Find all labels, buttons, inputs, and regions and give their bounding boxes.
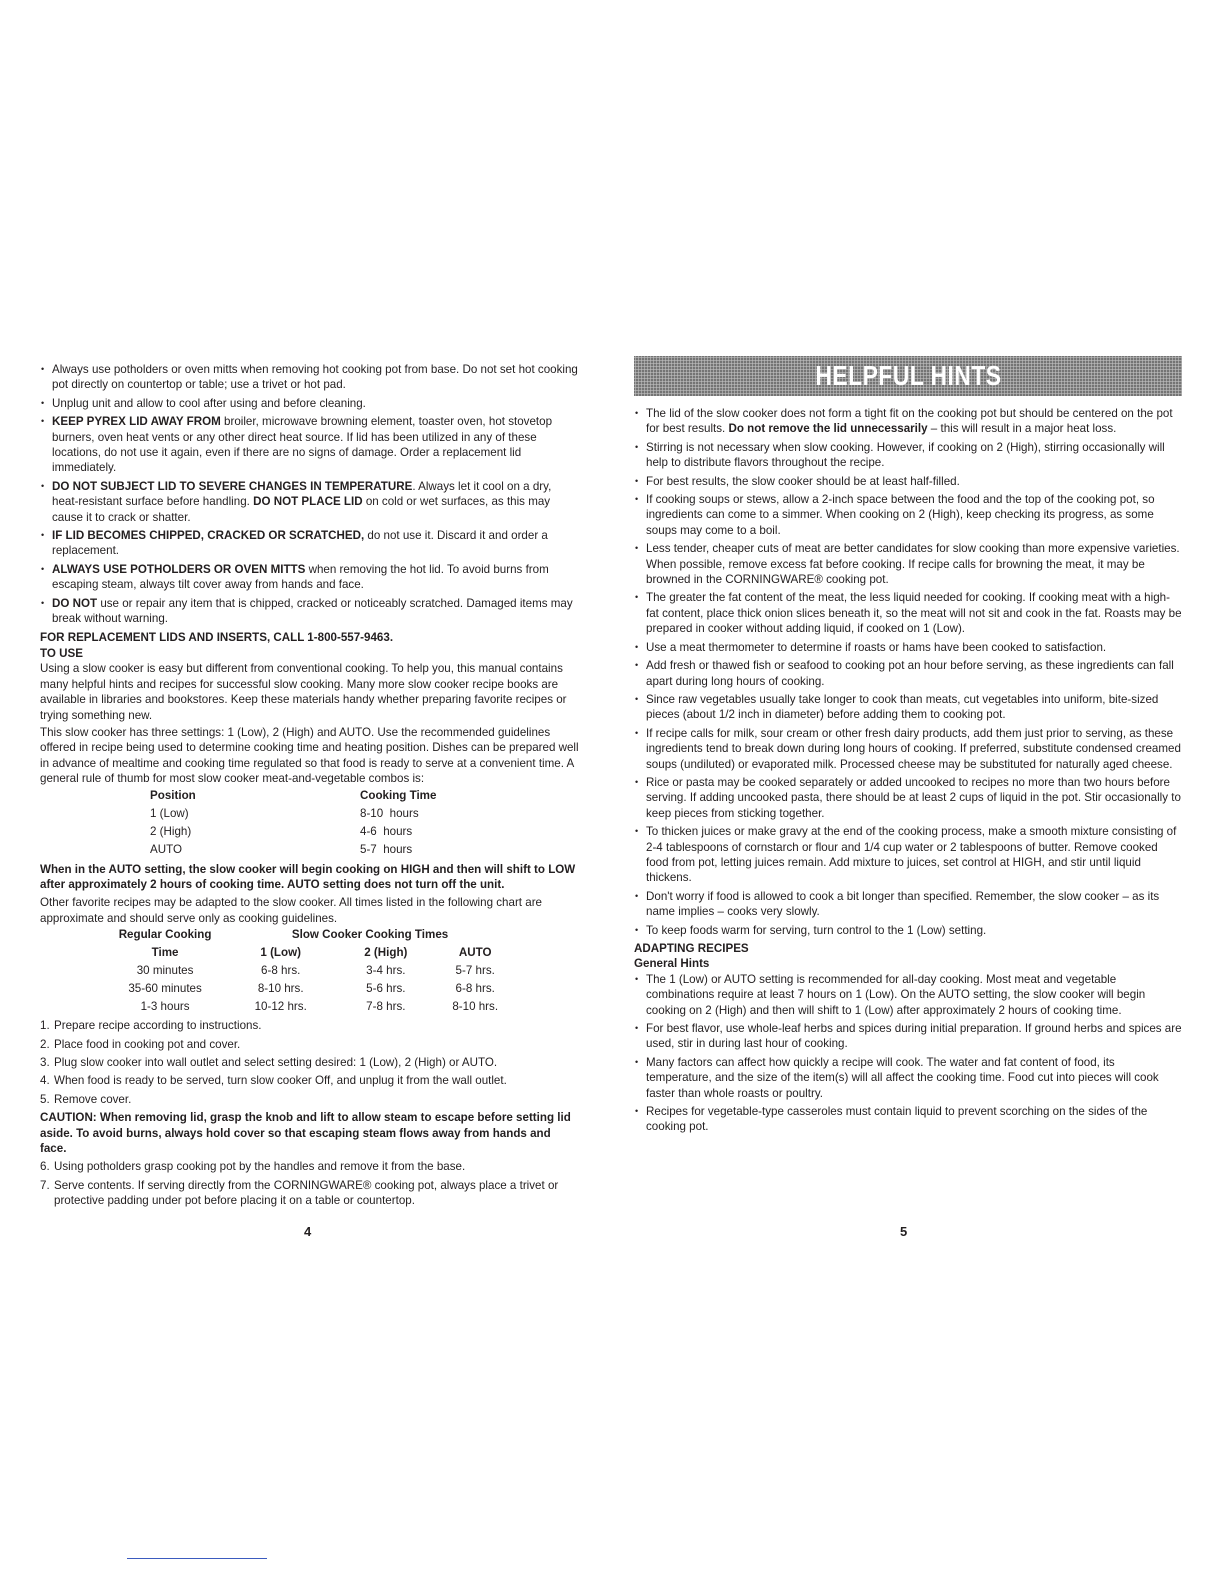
usage-step: 5. Remove cover.	[40, 1092, 132, 1106]
table-cell: 3-4 hrs.	[366, 964, 406, 978]
hint-bullet: • The greater the fat content of the meat, the less liquid needed for cooking. If cooking meat with a high-fat content, place thick onion slices beneath it, so the meat will not sit and cook in the fat. Roasts may be prepared in cooker without adding liquid, if cooked on 1 (Low).	[634, 590, 1182, 636]
table-cell: 8-10 hrs.	[452, 1000, 499, 1014]
table-header: 1 (Low)	[260, 946, 301, 960]
table-header: Cooking Time	[360, 788, 437, 802]
table-cell: 5-7 hrs.	[455, 964, 495, 978]
table-group-header: Slow Cooker Cooking Times	[291, 928, 449, 942]
table-cell: 1 (Low)	[150, 806, 189, 820]
table-cell: 35-60 minutes	[128, 982, 202, 996]
helpful-hints-banner	[634, 356, 1182, 396]
hint-bullet: • Since raw vegetables usually take longer to cook than meats, cut vegetables into uniform, bite-sized pieces (about 1/2 inch in diameter) before adding them to cooking pot.	[634, 692, 1182, 723]
replacement-phone-note: FOR REPLACEMENT LIDS AND INSERTS, CALL 1-800-557-9463.	[40, 630, 394, 644]
general-hints-list	[634, 972, 1182, 1135]
position-time-table	[140, 787, 450, 859]
table-row	[102, 962, 512, 980]
table-cell: 6-8 hrs.	[455, 982, 495, 996]
hint-bullet: • Use a meat thermometer to determine if roasts or hams have been cooked to satisfaction.	[634, 640, 1182, 655]
table-row	[102, 998, 512, 1016]
safety-bullet: • ALWAYS USE POTHOLDERS OR OVEN MITTS when removing the hot lid. To avoid burns from escaping steam, always tilt cover away from hands and face.	[40, 562, 580, 593]
general-hint-bullet: • The 1 (Low) or AUTO setting is recommended for all-day cooking. Most meat and vegetable combinations require at least 7 hours on 1 (Low). On the AUTO setting, the slow cooker will begin cooking on 2 (High) and then will shift to 1 (Low) after approximately 2 hours of cooking time.	[634, 972, 1182, 1018]
serving-steps-list	[40, 1159, 580, 1208]
usage-steps-list	[40, 1018, 580, 1107]
footer-rule	[127, 1558, 267, 1559]
left-page-content	[40, 362, 580, 1212]
table-header: Position	[150, 788, 196, 802]
general-hint-bullet: • Recipes for vegetable-type casseroles must contain liquid to prevent scorching on the sides of the cooking pot.	[634, 1104, 1182, 1135]
table-row	[140, 823, 450, 841]
safety-bullet: • DO NOT SUBJECT LID TO SEVERE CHANGES IN TEMPERATURE. Always let it cool on a dry, heat-resistant surface before handling. DO NOT PLACE LID on cold or wet surfaces, as this may cause it to crack or shatter.	[40, 479, 580, 525]
adapt-paragraph: Other favorite recipes may be adapted to the slow cooker. All times listed in the following chart are approximate and should serve only as cooking guidelines.	[40, 896, 543, 925]
hint-bullet: • If recipe calls for milk, sour cream or other fresh dairy products, add them just prior to serving, as these ingredients tend to break down during long hours of cooking. If preferred, substitute condensed creamed soups (undiluted) or evaporated milk. Processed cheese may be substituted for naturally aged cheese.	[634, 726, 1182, 772]
hints-bullet-list	[634, 406, 1182, 938]
table-cell: AUTO	[150, 842, 182, 856]
table-cell: 4-6 hours	[360, 824, 413, 838]
general-hint-bullet: • For best flavor, use whole-leaf herbs and spices during initial preparation. If ground herbs and spices are used, stir in during last hour of cooking.	[634, 1021, 1182, 1052]
safety-bullet: • IF LID BECOMES CHIPPED, CRACKED OR SCRATCHED, do not use it. Discard it and order a replacement.	[40, 528, 580, 559]
table-row	[140, 841, 450, 859]
table-cell: 2 (High)	[150, 824, 192, 838]
adapting-recipes-heading: ADAPTING RECIPES	[634, 942, 749, 955]
to-use-paragraph: Using a slow cooker is easy but different from conventional cooking. To help you, this manual contains many helpful hints and recipes for successful slow cooking. Many more slow cooker recipe books are available in libraries and bookstores. Keep these materials handy whether preparing favorite recipes or trying something new.	[40, 662, 567, 722]
table-cell: 6-8 hrs.	[261, 964, 301, 978]
table-header: 2 (High)	[364, 946, 408, 960]
table-row	[102, 980, 512, 998]
hint-bullet: • Stirring is not necessary when slow cooking. However, if cooking on 2 (High), stirring occasionally will help to distribute flavors throughout the recipe.	[634, 440, 1182, 471]
table-cell: 1-3 hours	[140, 1000, 190, 1014]
cooking-times-table	[102, 926, 512, 1016]
hint-bullet: • Rice or pasta may be cooked separately or added uncooked to recipes no more than two hours before serving. If adding uncooked pasta, there should be at least 2 cups of liquid in the pot. Stir occasionally to keep pieces from sticking together.	[634, 775, 1182, 821]
table-cell: 10-12 hrs.	[254, 1000, 307, 1014]
hint-bullet: • To thicken juices or make gravy at the end of the cooking process, make a smooth mixture consisting of 2-4 tablespoons of cornstarch or flour and 1/4 cup water or 2 tablespoons of butter. Remove cooked food from pot, letting juices remain. Add mixture to juices, set control at HIGH, and stir until liquid thickens.	[634, 824, 1182, 886]
general-hint-bullet: • Many factors can affect how quickly a recipe will cook. The water and fat content of food, its temperature, and the size of the item(s) will all affect the cooking time. Food cut into pieces will cook faster than whole roasts or poultry.	[634, 1055, 1182, 1101]
safety-bullet: • DO NOT use or repair any item that is chipped, cracked or noticeably scratched. Damaged items may break without warning.	[40, 596, 580, 627]
table-cell: 7-8 hrs.	[366, 1000, 406, 1014]
hint-bullet: • If cooking soups or stews, allow a 2-inch space between the food and the top of the cooking pot, so ingredients can come to a simmer. When cooking on 2 (High), keep checking its progress, as some soups may come to a boil.	[634, 492, 1182, 538]
hint-bullet: • Less tender, cheaper cuts of meat are better candidates for slow cooking than more expensive varieties. When possible, remove excess fat before cooking. If recipe calls for browning the meat, it may be browned in the CORNINGWARE® cooking pot.	[634, 541, 1182, 587]
usage-step: 7. Serve contents. If serving directly from the CORNINGWARE® cooking pot, always place a trivet or protective padding under pot before placing it on a table or countertop.	[40, 1178, 559, 1208]
table-group-header: Regular Cooking	[118, 928, 212, 942]
usage-step: 3. Plug slow cooker into wall outlet and select setting desired: 1 (Low), 2 (High) or AUTO.	[40, 1056, 498, 1069]
general-hints-heading: General Hints	[634, 957, 710, 971]
safety-bullet: • Unplug unit and allow to cool after using and before cleaning.	[40, 396, 580, 411]
right-page-content	[634, 406, 1182, 1138]
table-cell: 5-7 hours	[360, 842, 413, 856]
auto-setting-note: When in the AUTO setting, the slow cooker will begin cooking on HIGH and then will shift to LOW after approximately 2 hours of cooking time. AUTO setting does not turn off the unit.	[40, 862, 576, 891]
hint-bullet: • The lid of the slow cooker does not form a tight fit on the cooking pot but should be centered on the pot for best results. Do not remove the lid unnecessarily – this will result in a major heat loss.	[634, 406, 1182, 437]
caution-note: CAUTION: When removing lid, grasp the knob and lift to allow steam to escape before setting lid aside. To avoid burns, always hold cover so that escaping steam flows away from hands and face.	[40, 1111, 571, 1156]
settings-paragraph: This slow cooker has three settings: 1 (Low), 2 (High) and AUTO. Use the recommended guidelines offered in recipe being used to determine cooking time and heating position. Dishes can be prepared well in advance of mealtime and cooking time regulated so that food is ready to serve at a convenient time. A general rule of thumb for most slow cooker meat-and-vegetable combos is:	[40, 725, 579, 786]
hint-bullet: • Add fresh or thawed fish or seafood to cooking pot an hour before serving, as these ingredients can fall apart during long hours of cooking.	[634, 658, 1182, 689]
table-header: AUTO	[458, 946, 492, 960]
usage-step: 2. Place food in cooking pot and cover.	[40, 1037, 241, 1051]
usage-step: 6. Using potholders grasp cooking pot by the handles and remove it from the base.	[40, 1160, 466, 1174]
hint-bullet: • For best results, the slow cooker should be at least half-filled.	[634, 474, 1182, 489]
banner-title: HELPFUL HINTS	[814, 360, 1002, 391]
safety-bullet: • Always use potholders or oven mitts when removing hot cooking pot from base. Do not set hot cooking pot directly on countertop or table; use a trivet or hot pad.	[40, 362, 580, 393]
hint-bullet: • To keep foods warm for serving, turn control to the 1 (Low) setting.	[634, 923, 1182, 938]
table-cell: 8-10 hrs.	[257, 982, 304, 996]
hint-bullet: • Don't worry if food is allowed to cook a bit longer than specified. Remember, the slow cooker – as its name implies – cooks very slowly.	[634, 889, 1182, 920]
page-number: 4	[304, 1224, 312, 1239]
usage-step: 1. Prepare recipe according to instructions.	[40, 1019, 262, 1033]
table-row	[140, 805, 450, 823]
page-number: 5	[900, 1224, 908, 1239]
safety-bullet: • KEEP PYREX LID AWAY FROM broiler, microwave browning element, toaster oven, hot stovetop burners, oven heat vents or any other direct heat source. If lid has been utilized in any of these locations, do not use it again, even if there are no signs of damage. Order a replacement lid immediately.	[40, 414, 580, 476]
table-cell: 30 minutes	[136, 964, 194, 978]
table-cell: 5-6 hrs.	[366, 982, 406, 996]
to-use-heading: TO USE	[40, 646, 83, 660]
table-cell: 8-10 hours	[360, 806, 419, 820]
usage-step: 4. When food is ready to be served, turn slow cooker Off, and unplug it from the wall outlet.	[40, 1074, 507, 1088]
safety-bullet-list	[40, 362, 580, 627]
table-header: Time	[151, 946, 179, 960]
